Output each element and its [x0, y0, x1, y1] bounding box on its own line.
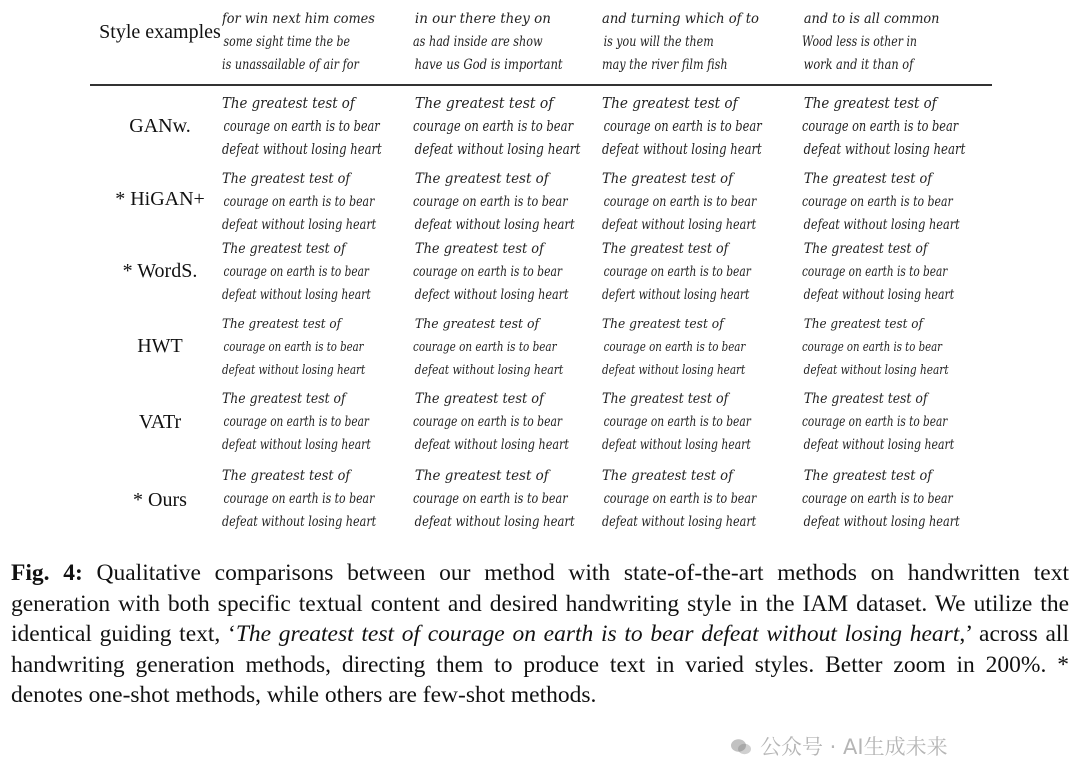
style-example-cell	[222, 8, 410, 78]
handwriting-line: may the river film fish	[602, 57, 728, 73]
handwriting-line: courage on earth is to bear	[223, 414, 369, 430]
watermark	[730, 731, 1060, 763]
generated-sample-cell	[413, 313, 601, 383]
generated-sample-cell	[802, 465, 990, 535]
handwriting-line: courage on earth is to bear	[802, 414, 948, 430]
handwriting-line: defeat without losing heart	[222, 437, 371, 453]
handwriting-line: The greatest test of	[803, 468, 933, 484]
generated-sample-cell	[413, 388, 601, 458]
handwriting-line: work and it than of	[803, 57, 914, 73]
handwriting-line: The greatest test of	[222, 317, 342, 332]
handwriting-line: and turning which of to	[602, 11, 759, 27]
handwriting-line: and to is all common	[803, 11, 940, 27]
generated-sample-cell	[602, 313, 790, 383]
handwriting-line: The greatest test of	[803, 241, 928, 257]
handwriting-line: defert without losing heart	[602, 287, 750, 303]
method-row	[222, 93, 992, 163]
handwriting-line: defeat without losing heart	[602, 514, 757, 530]
generated-sample-cell	[222, 313, 410, 383]
handwriting-line: courage on earth is to bear	[603, 414, 751, 430]
generated-sample-cell	[602, 238, 790, 308]
handwriting-line: courage on earth is to bear	[802, 340, 942, 355]
generated-sample-cell	[802, 388, 990, 458]
handwriting-line: courage on earth is to bear	[802, 194, 953, 210]
method-label: * WordS.	[122, 260, 198, 282]
handwriting-line: The greatest test of	[803, 96, 937, 112]
handwriting-line: in our there they on	[414, 11, 551, 27]
handwriting-line: courage on earth is to bear	[223, 491, 375, 507]
generated-sample-cell	[222, 465, 410, 535]
handwriting-line: The greatest test of	[414, 468, 549, 484]
handwriting-line: defeat without losing heart	[414, 437, 569, 453]
generated-sample-cell	[222, 238, 410, 308]
handwriting-line: for win next him comes	[222, 11, 375, 27]
handwriting-line: defeat without losing heart	[602, 142, 762, 158]
handwriting-line: The greatest test of	[803, 391, 928, 407]
handwriting-line: defeat without losing heart	[222, 363, 366, 378]
handwriting-line: courage on earth is to bear	[802, 491, 953, 507]
generated-sample-cell	[222, 168, 410, 238]
handwriting-line: The greatest test of	[222, 391, 346, 407]
handwriting-line: defeat without losing heart	[222, 287, 371, 303]
method-label: VATr	[138, 411, 182, 433]
handwriting-line: defeat without losing heart	[803, 363, 949, 378]
handwriting-line: defeat without losing heart	[222, 514, 377, 530]
style-examples-label: Style examples	[99, 21, 221, 43]
handwriting-line: defeat without losing heart	[414, 514, 575, 530]
handwriting-line: The greatest test of	[414, 241, 544, 257]
handwriting-line: courage on earth is to bear	[413, 340, 557, 355]
handwriting-line: some sight time the be	[223, 34, 350, 50]
generated-sample-cell	[802, 168, 990, 238]
handwriting-line: have us God is important	[414, 57, 563, 73]
method-row	[222, 388, 992, 458]
handwriting-line: The greatest test of	[414, 317, 540, 332]
handwriting-line: defeat without losing heart	[222, 217, 377, 233]
caption-text-2: ,’ across all handwriting generation methods, directing them to produce text in varied styles. Better zoom in 200%. * denotes one-shot methods, while others are few-shot methods.	[11, 621, 1069, 708]
handwriting-line: defect without losing heart	[414, 287, 569, 303]
handwriting-line: defeat without losing heart	[414, 142, 581, 158]
method-label: * Ours	[133, 489, 187, 511]
generated-sample-cell	[602, 388, 790, 458]
caption-label: Fig. 4:	[11, 560, 83, 586]
handwriting-line: The greatest test of	[222, 171, 351, 187]
handwriting-line: as had inside are show	[413, 34, 543, 50]
style-example-cell	[413, 8, 601, 78]
generated-sample-cell	[802, 93, 990, 163]
method-row	[222, 465, 992, 535]
generated-sample-cell	[413, 238, 601, 308]
caption-text-1: Qualitative comparisons between our method with state-of-the-art methods on handwritten text generation with both specific textual content and desired handwriting style in the IAM dataset. We utilize the identical guiding text, ‘	[11, 560, 1069, 647]
handwriting-line: courage on earth is to bear	[413, 264, 563, 280]
handwriting-line: The greatest test of	[222, 468, 351, 484]
handwriting-line: courage on earth is to bear	[413, 491, 568, 507]
generated-sample-cell	[222, 93, 410, 163]
handwriting-line: courage on earth is to bear	[802, 264, 948, 280]
handwriting-line: courage on earth is to bear	[223, 119, 380, 135]
handwriting-line: defeat without losing heart	[803, 217, 960, 233]
generated-sample-cell	[413, 168, 601, 238]
handwriting-line: courage on earth is to bear	[413, 194, 568, 210]
handwriting-line: courage on earth is to bear	[223, 264, 369, 280]
handwriting-line: The greatest test of	[803, 317, 923, 332]
watermark-text: 公众号 · AI生成未来	[760, 735, 948, 759]
method-row	[222, 238, 992, 308]
handwriting-line: defeat without losing heart	[414, 363, 564, 378]
method-label: * HiGAN+	[115, 188, 205, 210]
handwriting-line: courage on earth is to bear	[603, 119, 762, 135]
generated-sample-cell	[602, 465, 790, 535]
wechat-icon	[730, 738, 752, 756]
figure-caption	[11, 558, 1069, 711]
handwriting-line: courage on earth is to bear	[223, 194, 375, 210]
handwriting-line: The greatest test of	[602, 468, 733, 484]
handwriting-line: courage on earth is to bear	[603, 340, 746, 355]
handwriting-line: The greatest test of	[602, 391, 729, 407]
handwriting-line: The greatest test of	[602, 241, 729, 257]
handwriting-line: The greatest test of	[414, 171, 549, 187]
generated-sample-cell	[602, 168, 790, 238]
handwriting-line: courage on earth is to bear	[413, 414, 563, 430]
generated-sample-cell	[413, 93, 601, 163]
handwriting-line: courage on earth is to bear	[603, 491, 757, 507]
handwriting-line: defeat without losing heart	[602, 363, 746, 378]
style-example-cell	[602, 8, 790, 78]
handwriting-line: The greatest test of	[222, 96, 355, 112]
caption-quote: The greatest test of courage on earth is to bear defeat without losing heart	[235, 621, 960, 647]
handwriting-line: defeat without losing heart	[803, 437, 955, 453]
handwriting-line: Wood less is other in	[802, 34, 917, 50]
handwriting-line: defeat without losing heart	[803, 142, 966, 158]
generated-sample-cell	[802, 238, 990, 308]
handwriting-line: courage on earth is to bear	[802, 119, 959, 135]
handwriting-line: The greatest test of	[414, 391, 544, 407]
header-rule	[90, 84, 992, 86]
handwriting-line: defeat without losing heart	[803, 514, 960, 530]
handwriting-line: defeat without losing heart	[803, 287, 955, 303]
method-label: GANw.	[129, 115, 191, 137]
handwriting-line: courage on earth is to bear	[603, 264, 751, 280]
method-row	[222, 168, 992, 238]
style-examples-row	[222, 8, 992, 78]
handwriting-line: defeat without losing heart	[602, 437, 751, 453]
handwriting-line: courage on earth is to bear	[223, 340, 364, 355]
generated-sample-cell	[602, 93, 790, 163]
handwriting-line: The greatest test of	[602, 317, 724, 332]
handwriting-line: defeat without losing heart	[602, 217, 757, 233]
handwriting-line: courage on earth is to bear	[413, 119, 574, 135]
handwriting-line: courage on earth is to bear	[603, 194, 757, 210]
handwriting-line: The greatest test of	[414, 96, 554, 112]
generated-sample-cell	[222, 388, 410, 458]
generated-sample-cell	[802, 313, 990, 383]
handwriting-line: The greatest test of	[602, 171, 733, 187]
style-example-cell	[802, 8, 990, 78]
handwriting-line: The greatest test of	[602, 96, 738, 112]
handwriting-line: The greatest test of	[222, 241, 346, 257]
handwriting-line: is you will the them	[603, 34, 714, 50]
handwriting-line: The greatest test of	[803, 171, 933, 187]
generated-sample-cell	[413, 465, 601, 535]
handwriting-line: defeat without losing heart	[222, 142, 382, 158]
method-label: HWT	[137, 335, 183, 357]
handwriting-line: is unassailable of air for	[222, 57, 359, 73]
handwriting-line: defeat without losing heart	[414, 217, 575, 233]
method-row	[222, 313, 992, 383]
